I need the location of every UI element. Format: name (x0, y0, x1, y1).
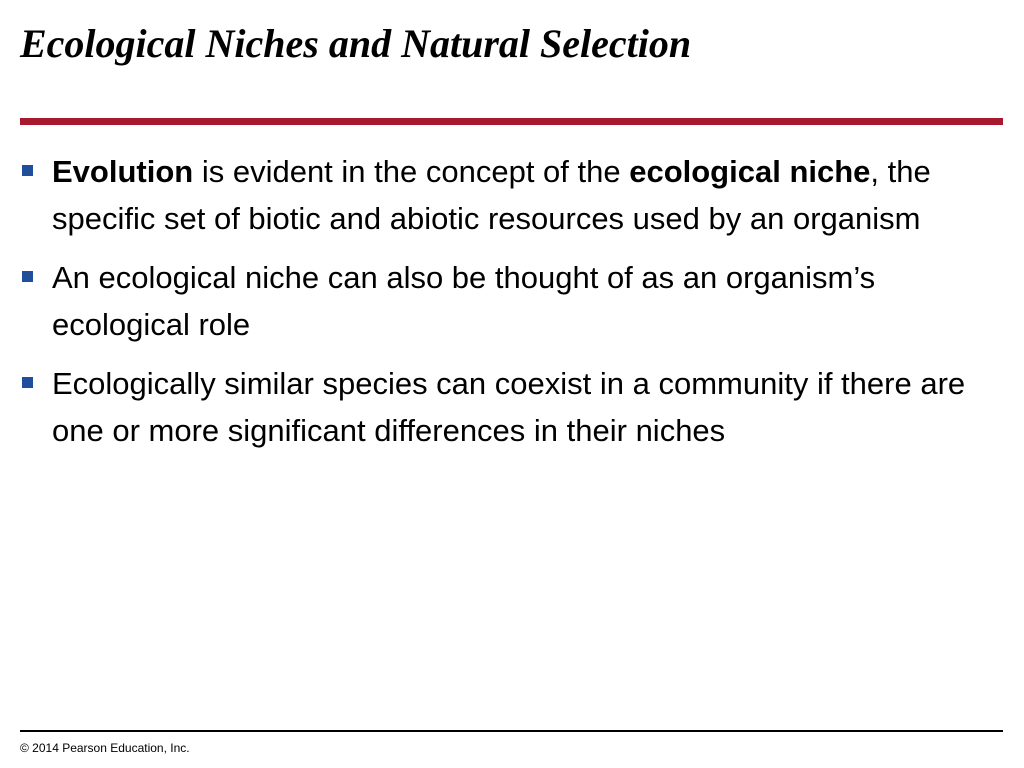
footer-divider (20, 730, 1003, 732)
bullet-item (18, 148, 1008, 242)
bullet-item (18, 254, 1008, 348)
bullet-text: is evident in the concept of the (193, 154, 630, 189)
copyright-footer: © 2014 Pearson Education, Inc. (20, 741, 190, 755)
bullet-text-bold: ecological niche (629, 154, 871, 189)
bullet-text: Ecologically similar species can coexist in a community if there are one or more significant differences in their niches (52, 366, 966, 448)
bullet-text: , the specific set of biotic and abiotic resources used by an organism (52, 154, 931, 236)
bullet-text-bold: Evolution (52, 154, 194, 189)
slide-title: Ecological Niches and Natural Selection (20, 21, 692, 66)
bullet-list (18, 148, 1008, 466)
square-bullet-icon (22, 271, 33, 282)
square-bullet-icon (22, 377, 33, 388)
bullet-text: An ecological niche can also be thought of as an organism’s ecological role (52, 260, 876, 342)
title-divider (20, 118, 1003, 125)
square-bullet-icon (22, 165, 33, 176)
bullet-item (18, 360, 1008, 454)
